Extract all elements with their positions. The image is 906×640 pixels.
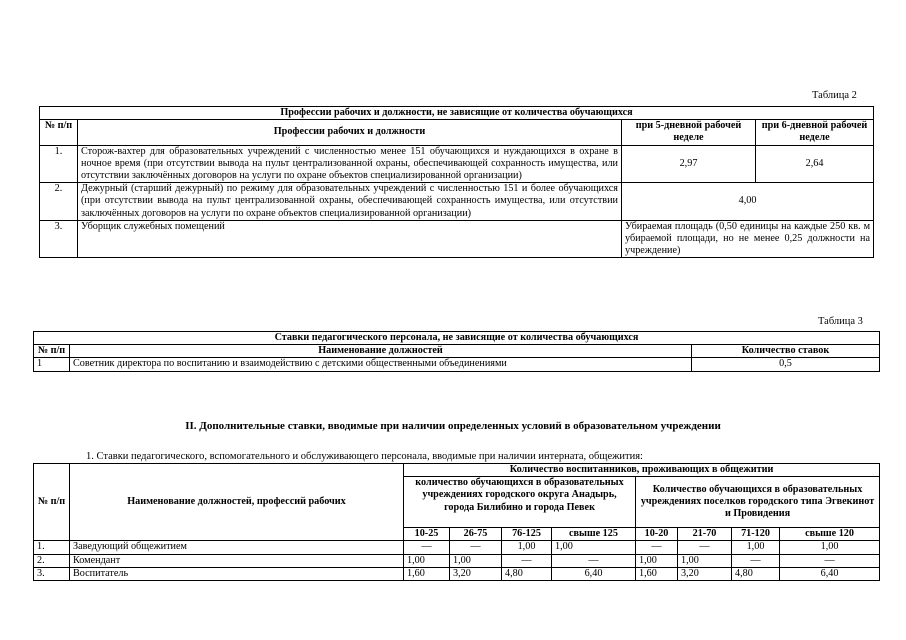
table4 (33, 463, 880, 581)
row-value: — (450, 541, 502, 554)
row-value: 1,00 (780, 541, 880, 554)
table-row (34, 567, 880, 580)
row-value: 3,20 (450, 567, 502, 580)
table2-header-name: Профессии рабочих и должности (78, 120, 622, 145)
row-number: 3. (40, 220, 78, 258)
table4-header-num: № п/п (34, 464, 70, 541)
section-intro: 1. Ставки педагогического, вспомогательного и обслуживающего персонала, вводимые при наличии интерната, общежития: (86, 451, 643, 462)
range-header: 21-70 (678, 528, 732, 541)
table-row (40, 183, 874, 221)
row-value: 1,00 (502, 541, 552, 554)
row-value: — (780, 554, 880, 567)
row-value: 1,00 (450, 554, 502, 567)
row-number: 1. (40, 145, 78, 183)
range-header: 10-20 (636, 528, 678, 541)
row-value: 1,00 (678, 554, 732, 567)
row-week6: 2,64 (756, 145, 874, 183)
row-name: Сторож-вахтер для образовательных учреждений с численностью менее 151 обучающихся и нуждающихся в охране в ночное время (при отсутствии вывода на пульт централизованной охраны, обеспечивающей сохранность имущества, или отсутствии заключённых договоров на услуги по охране объектов специализированной организации) (78, 145, 622, 183)
table-row (34, 554, 880, 567)
table4-header-name: Наименование должностей, профессий рабочих (70, 464, 404, 541)
table4-header-groupB: Количество обучающихся в образовательных учреждениях поселков городского типа Эгвекинот и Провидения (636, 477, 880, 528)
table-row (40, 220, 874, 258)
table2-header-week6: при 6-дневной рабочей неделе (756, 120, 874, 145)
row-value: 1,00 (404, 554, 450, 567)
row-number: 1. (34, 541, 70, 554)
row-name: Комендант (70, 554, 404, 567)
row-value: 4,80 (732, 567, 780, 580)
row-count: 0,5 (692, 358, 880, 371)
table3 (33, 331, 880, 372)
table-row (40, 145, 874, 183)
row-value: 1,60 (404, 567, 450, 580)
row-name: Заведующий общежитием (70, 541, 404, 554)
table2-title: Профессии рабочих и должности, не зависящие от количества обучающихся (40, 107, 874, 120)
table2-header-week5: при 5-дневной рабочей неделе (622, 120, 756, 145)
row-number: 1 (34, 358, 70, 371)
row-value: 3,20 (678, 567, 732, 580)
row-value: 1,00 (552, 541, 636, 554)
row-value: 1,00 (732, 541, 780, 554)
table3-caption: Таблица 3 (818, 316, 863, 327)
table-row (34, 358, 880, 371)
row-value: — (678, 541, 732, 554)
table3-header-name: Наименование должностей (70, 345, 692, 358)
table3-header-num: № п/п (34, 345, 70, 358)
row-number: 3. (34, 567, 70, 580)
row-value: — (732, 554, 780, 567)
row-value: 4,00 (622, 183, 874, 221)
range-header: 71-120 (732, 528, 780, 541)
row-value: — (502, 554, 552, 567)
row-name: Воспитатель (70, 567, 404, 580)
range-header: 10-25 (404, 528, 450, 541)
range-header: 76-125 (502, 528, 552, 541)
row-value: 1,00 (636, 554, 678, 567)
row-number: 2. (40, 183, 78, 221)
row-number: 2. (34, 554, 70, 567)
range-header: свыше 120 (780, 528, 880, 541)
row-week5: 2,97 (622, 145, 756, 183)
range-header: 26-75 (450, 528, 502, 541)
table3-header-count: Количество ставок (692, 345, 880, 358)
table2 (39, 106, 874, 258)
row-value: — (636, 541, 678, 554)
row-name: Советник директора по воспитанию и взаимодействию с детскими общественными объединениями (70, 358, 692, 371)
range-header: свыше 125 (552, 528, 636, 541)
table4-header-groupA: количество обучающихся в образовательных учреждениях городского округа Анадырь, города Билибино и города Певек (404, 477, 636, 528)
row-value: — (404, 541, 450, 554)
row-value: 6,40 (552, 567, 636, 580)
section-heading: II. Дополнительные ставки, вводимые при наличии определенных условий в образовательном учреждении (185, 420, 721, 432)
table-row (34, 541, 880, 554)
table2-header-num: № п/п (40, 120, 78, 145)
table2-caption: Таблица 2 (812, 90, 857, 101)
row-value: 4,80 (502, 567, 552, 580)
row-value: 1,60 (636, 567, 678, 580)
table4-header-group: Количество воспитанников, проживающих в общежитии (404, 464, 880, 477)
row-value: Убираемая площадь (0,50 единицы на каждые 250 кв. м убираемой площади, но не менее 0,25 должности на учреждение) (622, 220, 874, 258)
row-value: 6,40 (780, 567, 880, 580)
row-name: Дежурный (старший дежурный) по режиму для образовательных учреждений с численностью 151 и более обучающихся (при отсутствии вывода на пульт централизованной охраны, обеспечивающей сохранность имущества, или отсутствии заключённых договоров на услуги по охране объектов специализированной организации) (78, 183, 622, 221)
row-value: — (552, 554, 636, 567)
table3-title: Ставки педагогического персонала, не зависящие от количества обучающихся (34, 332, 880, 345)
row-name: Уборщик служебных помещений (78, 220, 622, 258)
